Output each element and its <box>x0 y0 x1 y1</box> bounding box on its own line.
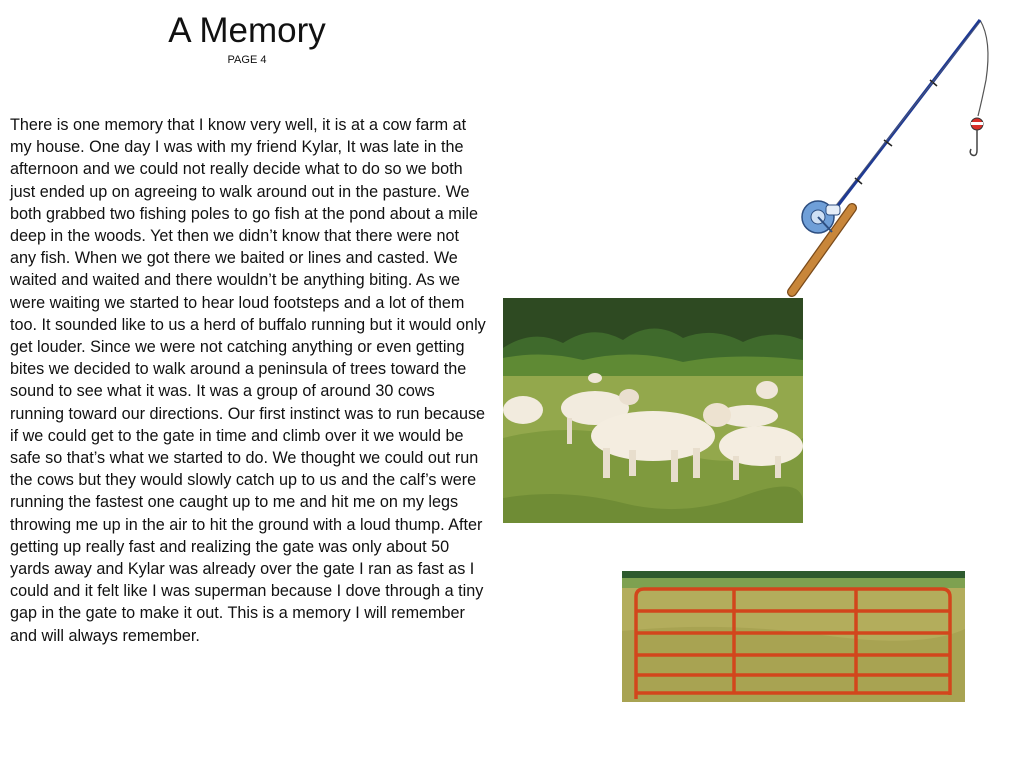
farm-gate-photo <box>622 571 965 702</box>
page-title: A Memory <box>168 11 326 50</box>
cow-herd-photo <box>503 298 803 523</box>
story-text: There is one memory that I know very well, it is at a cow farm at my house. One day I was with my friend Kylar, It was late in the afternoon and we could not really decide what to do so we both just ended up on agreeing to walk around out in the pasture. We both grabbed two fishing poles to go fish at the pond about a mile deep in the woods. Yet then we didn’t know that there were not any fish. When we got there we baited or lines and casted. We waited and waited and there wouldn’t be anything biting. As we were waiting we started to hear loud footsteps and a lot of them too. It sounded like to us a herd of buffalo running but it would only get louder. Since we were not catching anything or even getting bites we decided to walk around a peninsula of trees toward the sound to see what it was. It was a group of around 30 cows running toward our directions. Our first instinct was to run because if we could get to the gate in time and climb over it we would be safe so that’s what we started to do. We thought we could out run the cows but they would slowly catch up to us and the calf’s were running the fastest one caught up to me and hit me on my legs throwing me up in the air to hit the ground with a loud thump. After getting up really fast and realizing the gate was only about 50 yards away and Kylar was already over the gate I ran as fast as I could and it felt like I was superman because I dove through a tiny gap in the gate to make it out. This is a memory I will remember and will always remember. <box>10 116 486 645</box>
page-number: PAGE 4 <box>227 54 267 66</box>
fishing-rod-icon <box>780 14 994 300</box>
